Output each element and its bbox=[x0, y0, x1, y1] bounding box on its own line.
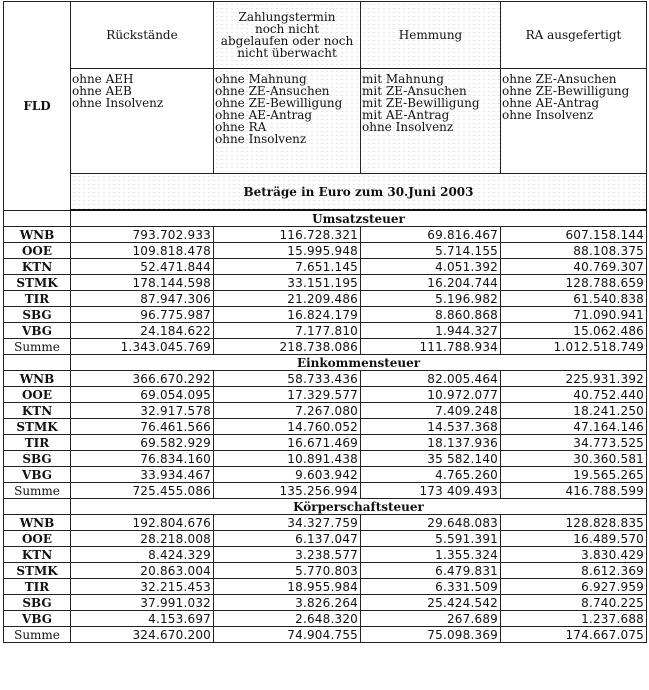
row-label: STMK bbox=[4, 419, 71, 435]
amount-cell: 1.237.688 bbox=[501, 611, 647, 627]
conditions-rueckstaende: ohne AEH ohne AEB ohne Insolvenz bbox=[71, 69, 214, 174]
table-row bbox=[4, 435, 647, 451]
amount-cell: 6.479.831 bbox=[361, 563, 501, 579]
document-page bbox=[3, 1, 647, 643]
row-label: SBG bbox=[4, 595, 71, 611]
section-title: Umsatzsteuer bbox=[71, 210, 647, 227]
amount-cell: 109.818.478 bbox=[71, 243, 214, 259]
table-row bbox=[4, 579, 647, 595]
amount-cell: 192.804.676 bbox=[71, 515, 214, 531]
amount-cell: 128.788.659 bbox=[501, 275, 647, 291]
row-label: WNB bbox=[4, 371, 71, 387]
amount-cell: 29.648.083 bbox=[361, 515, 501, 531]
table-row bbox=[4, 275, 647, 291]
amount-cell: 20.863.004 bbox=[71, 563, 214, 579]
amount-cell: 4.765.260 bbox=[361, 467, 501, 483]
amount-cell: 96.775.987 bbox=[71, 307, 214, 323]
row-label: WNB bbox=[4, 227, 71, 243]
amount-cell: 14.537.368 bbox=[361, 419, 501, 435]
amount-cell: 793.702.933 bbox=[71, 227, 214, 243]
amount-cell: 15.995.948 bbox=[214, 243, 361, 259]
amount-cell: 8.612.369 bbox=[501, 563, 647, 579]
table-row-sum bbox=[4, 627, 647, 643]
section-header-row bbox=[4, 210, 647, 227]
row-label: Summe bbox=[4, 339, 71, 355]
amount-cell: 8.740.225 bbox=[501, 595, 647, 611]
table-row bbox=[4, 259, 647, 275]
table-row bbox=[4, 371, 647, 387]
amount-cell: 88.108.375 bbox=[501, 243, 647, 259]
amount-cell: 16.671.469 bbox=[214, 435, 361, 451]
table-row-sum bbox=[4, 339, 647, 355]
amount-cell: 174.667.075 bbox=[501, 627, 647, 643]
row-label: TIR bbox=[4, 435, 71, 451]
table-row bbox=[4, 563, 647, 579]
amount-cell: 7.409.248 bbox=[361, 403, 501, 419]
amount-cell: 21.209.486 bbox=[214, 291, 361, 307]
amount-cell: 8.424.329 bbox=[71, 547, 214, 563]
amounts-title: Beträge in Euro zum 30.Juni 2003 bbox=[71, 174, 647, 211]
amount-cell: 18.137.936 bbox=[361, 435, 501, 451]
conditions-hemmung: mit Mahnung mit ZE-Ansuchen mit ZE-Bewilligung mit AE-Antrag ohne Insolvenz bbox=[361, 69, 501, 174]
table-row bbox=[4, 403, 647, 419]
tax-arrears-table bbox=[3, 1, 647, 643]
row-label: TIR bbox=[4, 579, 71, 595]
amount-cell: 76.461.566 bbox=[71, 419, 214, 435]
amount-cell: 116.728.321 bbox=[214, 227, 361, 243]
amount-cell: 6.927.959 bbox=[501, 579, 647, 595]
amount-cell: 33.934.467 bbox=[71, 467, 214, 483]
amount-cell: 725.455.086 bbox=[71, 483, 214, 499]
amount-cell: 4.051.392 bbox=[361, 259, 501, 275]
amount-cell: 33.151.195 bbox=[214, 275, 361, 291]
row-label: STMK bbox=[4, 275, 71, 291]
row-label: VBG bbox=[4, 611, 71, 627]
row-label: SBG bbox=[4, 307, 71, 323]
amount-cell: 5.714.155 bbox=[361, 243, 501, 259]
amount-cell: 18.955.984 bbox=[214, 579, 361, 595]
section-title: Körperschaftsteuer bbox=[71, 499, 647, 515]
amount-cell: 32.917.578 bbox=[71, 403, 214, 419]
amount-cell: 1.944.327 bbox=[361, 323, 501, 339]
table-row bbox=[4, 547, 647, 563]
amount-cell: 7.651.145 bbox=[214, 259, 361, 275]
amount-cell: 2.648.320 bbox=[214, 611, 361, 627]
row-label: OOE bbox=[4, 531, 71, 547]
amount-cell: 10.972.077 bbox=[361, 387, 501, 403]
amount-cell: 58.733.436 bbox=[214, 371, 361, 387]
amount-cell: 32.215.453 bbox=[71, 579, 214, 595]
amount-cell: 607.158.144 bbox=[501, 227, 647, 243]
table-row bbox=[4, 467, 647, 483]
row-label: TIR bbox=[4, 291, 71, 307]
amount-cell: 82.005.464 bbox=[361, 371, 501, 387]
amount-cell: 35 582.140 bbox=[361, 451, 501, 467]
row-label: WNB bbox=[4, 515, 71, 531]
amount-cell: 267.689 bbox=[361, 611, 501, 627]
amount-cell: 40.769.307 bbox=[501, 259, 647, 275]
amount-cell: 7.177.810 bbox=[214, 323, 361, 339]
amount-cell: 6.137.047 bbox=[214, 531, 361, 547]
amount-cell: 61.540.838 bbox=[501, 291, 647, 307]
amount-cell: 4.153.697 bbox=[71, 611, 214, 627]
fld-header: FLD bbox=[4, 2, 71, 211]
amount-cell: 128.828.835 bbox=[501, 515, 647, 531]
amount-cell: 135.256.994 bbox=[214, 483, 361, 499]
section-header-fld-blank bbox=[4, 210, 71, 227]
column-header-rueckstaende: Rückstände bbox=[71, 2, 214, 69]
amount-cell: 1.355.324 bbox=[361, 547, 501, 563]
table-row bbox=[4, 595, 647, 611]
row-label: KTN bbox=[4, 259, 71, 275]
amount-cell: 69.816.467 bbox=[361, 227, 501, 243]
amount-cell: 40.752.440 bbox=[501, 387, 647, 403]
conditions-row bbox=[4, 69, 647, 174]
table-row bbox=[4, 611, 647, 627]
amount-cell: 5.770.803 bbox=[214, 563, 361, 579]
table-row-sum bbox=[4, 483, 647, 499]
amount-cell: 218.738.086 bbox=[214, 339, 361, 355]
amount-cell: 14.760.052 bbox=[214, 419, 361, 435]
table-row bbox=[4, 307, 647, 323]
column-header-zahlungstermin: Zahlungstermin noch nicht abgelaufen oder noch nicht überwacht bbox=[214, 2, 361, 69]
table-row bbox=[4, 243, 647, 259]
table-row bbox=[4, 227, 647, 243]
amount-cell: 17.329.577 bbox=[214, 387, 361, 403]
amount-cell: 87.947.306 bbox=[71, 291, 214, 307]
table-row bbox=[4, 323, 647, 339]
amount-cell: 5.196.982 bbox=[361, 291, 501, 307]
row-label: VBG bbox=[4, 467, 71, 483]
column-header-hemmung: Hemmung bbox=[361, 2, 501, 69]
row-label: Summe bbox=[4, 483, 71, 499]
amount-cell: 52.471.844 bbox=[71, 259, 214, 275]
amount-cell: 173 409.493 bbox=[361, 483, 501, 499]
amount-cell: 25.424.542 bbox=[361, 595, 501, 611]
amount-cell: 3.238.577 bbox=[214, 547, 361, 563]
amount-cell: 178.144.598 bbox=[71, 275, 214, 291]
row-label: KTN bbox=[4, 547, 71, 563]
amount-cell: 76.834.160 bbox=[71, 451, 214, 467]
amount-cell: 75.098.369 bbox=[361, 627, 501, 643]
amount-cell: 71.090.941 bbox=[501, 307, 647, 323]
amount-cell: 225.931.392 bbox=[501, 371, 647, 387]
table-row bbox=[4, 531, 647, 547]
section-header-row bbox=[4, 499, 647, 515]
amount-cell: 8.860.868 bbox=[361, 307, 501, 323]
table-row bbox=[4, 291, 647, 307]
amount-cell: 3.830.429 bbox=[501, 547, 647, 563]
amount-cell: 34.327.759 bbox=[214, 515, 361, 531]
amount-cell: 28.218.008 bbox=[71, 531, 214, 547]
header-row bbox=[4, 2, 647, 69]
amount-cell: 30.360.581 bbox=[501, 451, 647, 467]
amount-cell: 24.184.622 bbox=[71, 323, 214, 339]
amount-cell: 10.891.438 bbox=[214, 451, 361, 467]
amount-cell: 34.773.525 bbox=[501, 435, 647, 451]
amount-cell: 111.788.934 bbox=[361, 339, 501, 355]
amount-cell: 3.826.264 bbox=[214, 595, 361, 611]
amount-cell: 1.343.045.769 bbox=[71, 339, 214, 355]
amount-cell: 69.054.095 bbox=[71, 387, 214, 403]
column-header-ra-ausgefertigt: RA ausgefertigt bbox=[501, 2, 647, 69]
amount-cell: 19.565.265 bbox=[501, 467, 647, 483]
amount-cell: 74.904.755 bbox=[214, 627, 361, 643]
row-label: VBG bbox=[4, 323, 71, 339]
section-title: Einkommensteuer bbox=[71, 355, 647, 371]
amount-cell: 37.991.032 bbox=[71, 595, 214, 611]
table-row bbox=[4, 451, 647, 467]
table-row bbox=[4, 387, 647, 403]
amount-cell: 5.591.391 bbox=[361, 531, 501, 547]
section-header-fld-blank bbox=[4, 355, 71, 371]
amount-cell: 324.670.200 bbox=[71, 627, 214, 643]
table-row bbox=[4, 419, 647, 435]
row-label: Summe bbox=[4, 627, 71, 643]
row-label: OOE bbox=[4, 387, 71, 403]
row-label: STMK bbox=[4, 563, 71, 579]
amount-cell: 47.164.146 bbox=[501, 419, 647, 435]
amount-cell: 416.788.599 bbox=[501, 483, 647, 499]
amount-cell: 1.012.518.749 bbox=[501, 339, 647, 355]
section-header-fld-blank bbox=[4, 499, 71, 515]
amount-cell: 9.603.942 bbox=[214, 467, 361, 483]
amount-cell: 16.489.570 bbox=[501, 531, 647, 547]
amount-cell: 69.582.929 bbox=[71, 435, 214, 451]
amount-cell: 366.670.292 bbox=[71, 371, 214, 387]
table-row bbox=[4, 515, 647, 531]
amount-cell: 16.204.744 bbox=[361, 275, 501, 291]
conditions-ra-ausgefertigt: ohne ZE-Ansuchen ohne ZE-Bewilligung ohne AE-Antrag ohne Insolvenz bbox=[501, 69, 647, 174]
amounts-title-row bbox=[4, 174, 647, 211]
amount-cell: 7.267.080 bbox=[214, 403, 361, 419]
row-label: OOE bbox=[4, 243, 71, 259]
amount-cell: 16.824.179 bbox=[214, 307, 361, 323]
conditions-zahlungstermin: ohne Mahnung ohne ZE-Ansuchen ohne ZE-Bewilligung ohne AE-Antrag ohne RA ohne Insolvenz bbox=[214, 69, 361, 174]
section-header-row bbox=[4, 355, 647, 371]
row-label: KTN bbox=[4, 403, 71, 419]
amount-cell: 6.331.509 bbox=[361, 579, 501, 595]
row-label: SBG bbox=[4, 451, 71, 467]
amount-cell: 15.062.486 bbox=[501, 323, 647, 339]
amount-cell: 18.241.250 bbox=[501, 403, 647, 419]
